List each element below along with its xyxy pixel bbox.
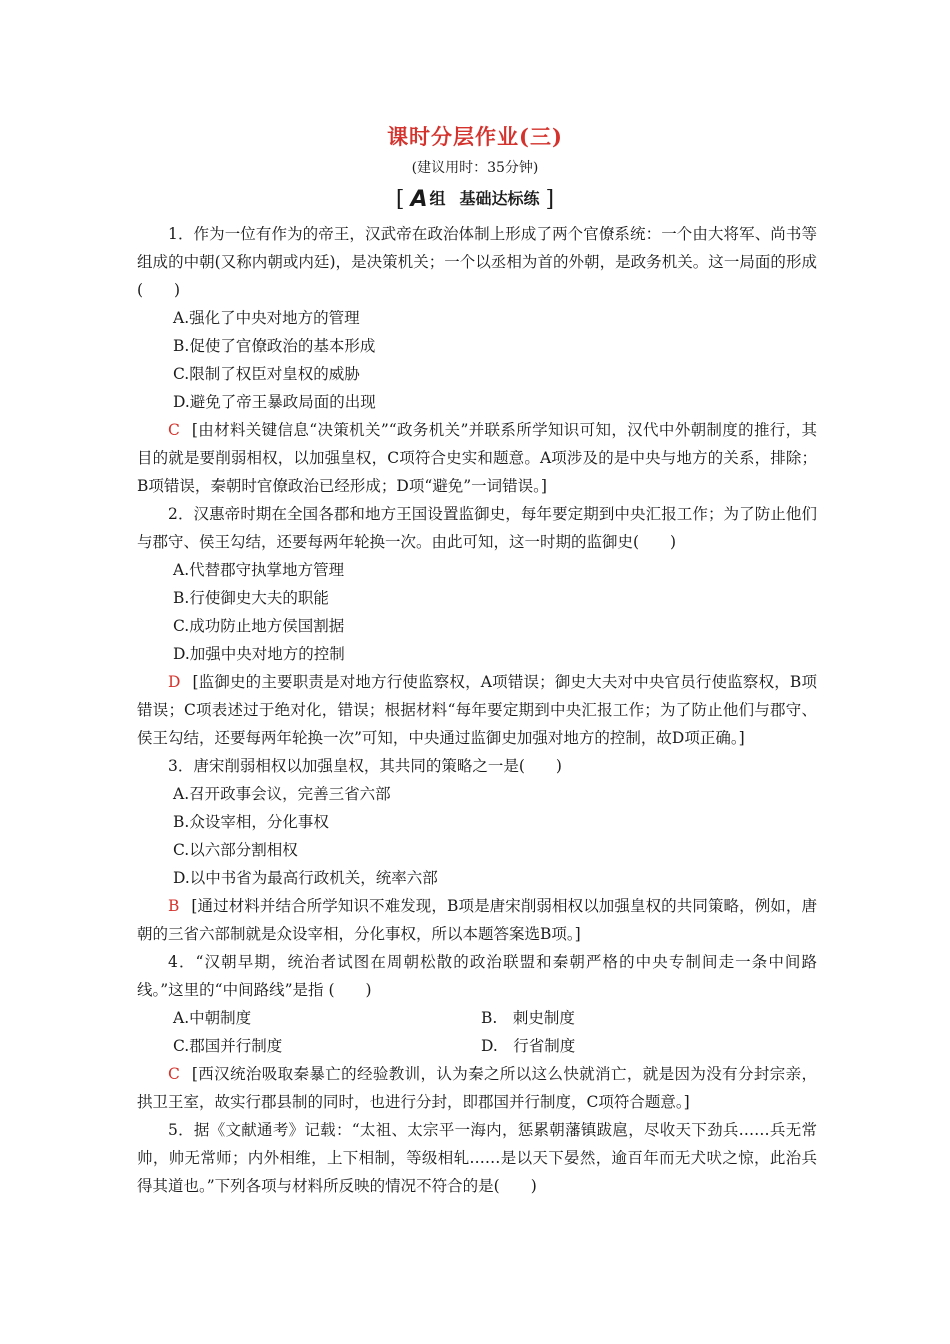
- option-b: B.众设宰相，分化事权: [173, 813, 329, 831]
- answer-explanation: [137, 1060, 817, 1116]
- option-c: C.限制了权臣对皇权的威胁: [173, 365, 360, 383]
- bracket-open: [: [395, 187, 405, 212]
- option-a: A.代替郡守执掌地方管理: [173, 561, 345, 579]
- explanation-text: [监御史的主要职责是对地方行使监察权，A项错误；御史大夫对中央官员行使监察权，B项错误；C项表述过于绝对化，错误；根据材料“每年要定期到中央汇报工作；为了防止他们与郡守、侯王勾结，还要每两年轮换一次”可知，中央通过监御史加强对地方的控制，故D项正确。]: [137, 673, 817, 747]
- option-b: B.行使御史大夫的职能: [173, 589, 329, 607]
- option-d: D.加强中央对地方的控制: [173, 645, 345, 663]
- answer-explanation: [137, 892, 817, 948]
- explanation-text: [由材料关键信息“决策机关”“政务机关”并联系所学知识可知，汉代中外朝制度的推行，其目的就是要削弱相权，以加强皇权，C项符合史实和题意。A项涉及的是中央与地方的关系，排除；B项错误，秦朝时官僚政治已经形成；D项“避免”一词错误。]: [137, 421, 817, 495]
- option-c: C.以六部分割相权: [173, 841, 298, 859]
- option-row: [137, 1004, 817, 1032]
- explanation-text: [通过材料并结合所学知识不难发现，B项是唐宋削弱相权以加强皇权的共同策略，例如，唐朝的三省六部制就是众设宰相，分化事权，所以本题答案选B项。]: [137, 897, 817, 943]
- question-stem: 5．据《文献通考》记载：“太祖、太宗平一海内，惩累朝藩镇跋扈，尽收天下劲兵……兵无常帅，帅无常师；内外相维，上下相制，等级相轧……是以天下晏然，逾百年而无犬吠之惊，此治兵得其道也。”下列各项与材料所反映的情况不符合的是( ): [137, 1121, 817, 1195]
- question-list: [137, 220, 817, 1200]
- question-stem: 4．“汉朝早期，统治者试图在周朝松散的政治联盟和秦朝严格的中央专制间走一条中间路线。”这里的“中间路线”是指 ( ): [137, 953, 817, 999]
- option-b: B. 刺史制度: [481, 1009, 575, 1027]
- option-row: [137, 1032, 817, 1060]
- page-subtitle: (建议用时：35分钟): [411, 160, 539, 176]
- answer-explanation: [137, 416, 817, 500]
- option-d: D. 行省制度: [481, 1037, 576, 1055]
- question-stem: 3．唐宋削弱相权以加强皇权，其共同的策略之一是( ): [168, 757, 562, 775]
- page-title: 课时分层作业(三): [387, 124, 563, 149]
- option-d: D.以中书省为最高行政机关，统率六部: [173, 869, 438, 887]
- option-a: A.召开政事会议，完善三省六部: [173, 785, 391, 803]
- group-letter: A: [410, 187, 428, 212]
- answer-letter: C: [168, 1065, 180, 1083]
- question-stem: 2．汉惠帝时期在全国各郡和地方王国设置监御史，每年要定期到中央汇报工作；为了防止他们与郡守、侯王勾结，还要每两年轮换一次。由此可知，这一时期的监御史( ): [137, 505, 817, 551]
- answer-explanation: [137, 668, 817, 752]
- section-heading: [0, 186, 950, 212]
- option-b: B.促使了官僚政治的基本形成: [173, 337, 376, 355]
- option-a: A.中朝制度: [173, 1009, 252, 1027]
- group-text: 基础达标练: [459, 189, 540, 208]
- question-stem: 1．作为一位有作为的帝王，汉武帝在政治体制上形成了两个官僚系统：一个由大将军、尚书等组成的中朝(又称内朝或内廷)，是决策机关；一个以丞相为首的外朝，是政务机关。这一局面的形成( ): [137, 225, 817, 299]
- option-c: C.郡国并行制度: [173, 1037, 283, 1055]
- option-a: A.强化了中央对地方的管理: [173, 309, 360, 327]
- group-label: 组: [429, 189, 446, 208]
- option-c: C.成功防止地方侯国割据: [173, 617, 345, 635]
- bracket-close: ]: [545, 187, 555, 212]
- answer-letter: C: [168, 421, 180, 439]
- answer-letter: D: [168, 673, 181, 691]
- option-d: D.避免了帝王暴政局面的出现: [173, 393, 376, 411]
- explanation-text: [西汉统治吸取秦暴亡的经验教训，认为秦之所以这么快就消亡，就是因为没有分封宗亲，拱卫王室，故实行郡县制的同时，也进行分封，即郡国并行制度，C项符合题意。]: [137, 1065, 817, 1111]
- answer-letter: B: [168, 897, 180, 915]
